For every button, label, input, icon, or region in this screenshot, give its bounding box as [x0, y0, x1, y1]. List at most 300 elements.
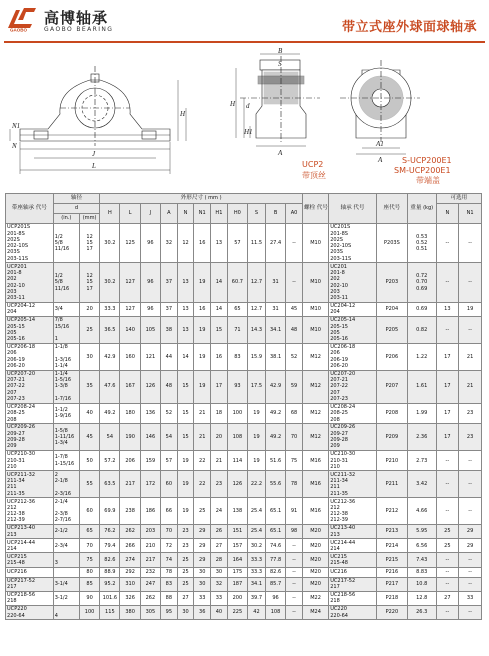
table-cell-B: 77.8 — [265, 553, 285, 567]
table-cell-S: 11.5 — [248, 224, 266, 263]
table-cell-B: 82.6 — [265, 567, 285, 577]
table-row — [6, 591, 482, 605]
table-cell-H1: 15 — [211, 316, 228, 343]
table-cell-bolt: M16 — [302, 471, 328, 498]
col-header-N: N — [177, 204, 194, 224]
table-cell-sN: 17 — [436, 403, 459, 424]
table-row — [6, 403, 482, 424]
table-cell-w: 26.3 — [407, 605, 436, 619]
table-cell-in: 3-1/2 — [53, 591, 79, 605]
table-cell-sN: -- — [436, 567, 459, 577]
table-cell-N1: 25 — [194, 498, 211, 525]
table-cell-A0: -- — [286, 224, 303, 263]
table-cell-sN: 17 — [436, 370, 459, 403]
dim-label: H — [180, 110, 186, 118]
col-header-inch: (in.) — [53, 214, 79, 224]
table-cell-code: UCP212-36 212 212-38 212-39 — [6, 498, 54, 525]
table-cell-mm: 40 — [79, 403, 99, 424]
table-cell-sN: 17 — [436, 424, 459, 451]
table-cell-house: P214 — [376, 539, 407, 553]
table-cell-J: 121 — [140, 343, 160, 370]
table-cell-in: 1-1/8 1-3/16 1-1/4 — [53, 343, 79, 370]
table-cell-A0: -- — [286, 263, 303, 302]
table-cell-H: 88.9 — [100, 567, 120, 577]
table-cell-A0: -- — [286, 591, 303, 605]
dim-label: L — [92, 162, 96, 170]
table-cell-H1: 28 — [211, 553, 228, 567]
caption-sm-ucp: SM-UCP200E1 — [394, 166, 451, 175]
table-cell-S: 33.3 — [248, 567, 266, 577]
table-cell-bolt: M10 — [302, 263, 328, 302]
table-cell-H1: 32 — [211, 577, 228, 591]
table-cell-in: 1-1/4 1-5/16 1-3/8 1-7/16 — [53, 370, 79, 403]
table-cell-N1: 29 — [194, 553, 211, 567]
table-cell-ins: UC210-30 210-31 210 — [329, 450, 377, 471]
table-row — [6, 539, 482, 553]
table-cell-sN: 25 — [436, 539, 459, 553]
table-cell-H: 82.6 — [100, 553, 120, 567]
table-cell-w: 8.83 — [407, 567, 436, 577]
svg-text:GAOBO: GAOBO — [10, 27, 28, 32]
table-row — [6, 525, 482, 539]
table-cell-H: 95.2 — [100, 577, 120, 591]
table-cell-ins: UC204-12 204 — [329, 302, 377, 316]
table-cell-ins: UC209-26 209-27 209-28 209 — [329, 424, 377, 451]
table-cell-N1: 21 — [194, 424, 211, 451]
table-cell-code: UCP208-24 208-25 208 — [6, 403, 54, 424]
table-cell-L: 160 — [120, 343, 140, 370]
table-cell-code: UCP210-30 210-31 210 — [6, 450, 54, 471]
table-cell-L: 262 — [120, 525, 140, 539]
brand-name: 高博轴承 — [44, 9, 109, 27]
table-cell-code: UCP220 220-64 — [6, 605, 54, 619]
table-cell-H0: 138 — [227, 498, 247, 525]
col-header-optional: 可选用 — [436, 194, 482, 204]
table-cell-code: UCP217-52 217 — [6, 577, 54, 591]
table-cell-N1: 19 — [194, 316, 211, 343]
table-cell-A: 48 — [161, 370, 178, 403]
table-cell-sN1: 21 — [459, 343, 482, 370]
table-cell-H: 69.9 — [100, 498, 120, 525]
table-cell-sN: -- — [436, 577, 459, 591]
table-cell-house: P217 — [376, 577, 407, 591]
caption-ucp2-note: 带顶丝 — [302, 171, 326, 180]
table-cell-bolt: M12 — [302, 424, 328, 451]
table-cell-N: 15 — [177, 403, 194, 424]
table-cell-sN: -- — [436, 553, 459, 567]
col-header-housing: 座代号 — [376, 194, 407, 224]
table-cell-A0: 68 — [286, 403, 303, 424]
table-cell-H: 30.2 — [100, 263, 120, 302]
table-cell-ins: UC217-52 217 — [329, 577, 377, 591]
table-cell-N: 25 — [177, 567, 194, 577]
table-cell-in: 1-7/8 1-15/16 — [53, 450, 79, 471]
table-cell-sN1: 21 — [459, 370, 482, 403]
table-cell-S: 42 — [248, 605, 266, 619]
table-cell-A0: 70 — [286, 424, 303, 451]
table-cell-H1: 23 — [211, 471, 228, 498]
table-cell-A: 54 — [161, 424, 178, 451]
table-cell-J: 96 — [140, 263, 160, 302]
col-header-S: S — [248, 204, 266, 224]
table-cell-H0: 157 — [227, 539, 247, 553]
table-cell-L: 310 — [120, 577, 140, 591]
table-cell-in: 1-5/8 1-11/16 1-3/4 — [53, 424, 79, 451]
dim-label: d — [246, 102, 250, 110]
table-cell-H1: 14 — [211, 263, 228, 302]
table-cell-mm: 70 — [79, 539, 99, 553]
table-cell-house: P204 — [376, 302, 407, 316]
table-cell-sN: -- — [436, 498, 459, 525]
table-cell-A0: 48 — [286, 316, 303, 343]
table-cell-w: 1.61 — [407, 370, 436, 403]
table-cell-sN: -- — [436, 605, 459, 619]
table-cell-mm: 65 — [79, 525, 99, 539]
table-cell-sN1: 19 — [459, 302, 482, 316]
table-cell-B: 49.2 — [265, 424, 285, 451]
table-cell-mm: 50 — [79, 450, 99, 471]
table-cell-H0: 187 — [227, 577, 247, 591]
table-cell-sN: 17 — [436, 343, 459, 370]
dim-label: N1 — [12, 122, 21, 130]
table-cell-in: 1-1/2 1-9/16 — [53, 403, 79, 424]
table-cell-house: P211 — [376, 471, 407, 498]
table-cell-bolt: M12 — [302, 370, 328, 403]
table-cell-w: 7.43 — [407, 553, 436, 567]
table-cell-L: 217 — [120, 471, 140, 498]
table-cell-H1: 27 — [211, 539, 228, 553]
table-cell-bolt: M10 — [302, 316, 328, 343]
table-cell-mm: 12 15 17 — [79, 224, 99, 263]
table-cell-J: 96 — [140, 224, 160, 263]
table-cell-H1: 21 — [211, 450, 228, 471]
table-cell-N: 23 — [177, 525, 194, 539]
table-cell-A0: 75 — [286, 450, 303, 471]
table-cell-code: UCP213-40 213 — [6, 525, 54, 539]
table-cell-H1: 24 — [211, 498, 228, 525]
table-cell-sN1: 23 — [459, 424, 482, 451]
table-cell-house: P216 — [376, 567, 407, 577]
table-cell-A: 37 — [161, 302, 178, 316]
table-cell-J: 96 — [140, 302, 160, 316]
table-cell-J: 159 — [140, 450, 160, 471]
table-cell-H: 49.2 — [100, 403, 120, 424]
table-cell-J: 305 — [140, 605, 160, 619]
table-cell-house: P215 — [376, 553, 407, 567]
col-header-mm: (mm) — [79, 214, 99, 224]
col-header-L: L — [120, 204, 140, 224]
table-cell-H: 63.5 — [100, 471, 120, 498]
table-cell-N1: 29 — [194, 525, 211, 539]
table-cell-H0: 71 — [227, 316, 247, 343]
table-cell-ins: UC205-14 205-15 205 205-16 — [329, 316, 377, 343]
table-cell-ins: UC201 201-8 202 202-10 203 203-11 — [329, 263, 377, 302]
table-cell-house: P210 — [376, 450, 407, 471]
table-cell-ins: UC220 220-64 — [329, 605, 377, 619]
table-cell-H0: 114 — [227, 450, 247, 471]
table-cell-sN: 25 — [436, 525, 459, 539]
table-cell-L: 380 — [120, 605, 140, 619]
table-cell-w: 1.99 — [407, 403, 436, 424]
table-cell-J: 247 — [140, 577, 160, 591]
table-cell-H: 36.5 — [100, 316, 120, 343]
dim-label: A1 — [376, 140, 384, 148]
table-row — [6, 263, 482, 302]
table-cell-w: 0.82 — [407, 316, 436, 343]
table-cell-H0: 108 — [227, 424, 247, 451]
table-cell-S: 22.2 — [248, 471, 266, 498]
table-cell-mm: 80 — [79, 567, 99, 577]
table-cell-in: 7/8 15/16 1 — [53, 316, 79, 343]
table-cell-sN1: -- — [459, 224, 482, 263]
table-cell-L: 140 — [120, 316, 140, 343]
table-cell-N: 13 — [177, 316, 194, 343]
table-cell-code: UCP201 201-8 202 202-10 203 203-11 — [6, 263, 54, 302]
table-cell-A: 66 — [161, 498, 178, 525]
table-row — [6, 567, 482, 577]
table-cell-mm: 35 — [79, 370, 99, 403]
table-cell-w: 0.72 0.70 0.69 — [407, 263, 436, 302]
table-cell-B: 65.1 — [265, 498, 285, 525]
front-view-drawing — [10, 66, 186, 174]
table-cell-N: 27 — [177, 591, 194, 605]
table-cell-A: 70 — [161, 525, 178, 539]
table-cell-H1: 14 — [211, 302, 228, 316]
table-cell-bolt: M20 — [302, 525, 328, 539]
table-cell-L: 127 — [120, 263, 140, 302]
col-header-B: B — [265, 204, 285, 224]
table-cell-mm: 45 — [79, 424, 99, 451]
table-cell-code: UCP209-26 209-27 209-28 209 — [6, 424, 54, 451]
table-cell-N: 25 — [177, 553, 194, 567]
table-cell-A0: -- — [286, 605, 303, 619]
table-cell-B: 27.4 — [265, 224, 285, 263]
table-cell-in: 3/4 — [53, 302, 79, 316]
table-cell-H0: 126 — [227, 471, 247, 498]
table-cell-w: 2.36 — [407, 424, 436, 451]
table-cell-B: 55.6 — [265, 471, 285, 498]
table-cell-bolt: M12 — [302, 403, 328, 424]
table-cell-J: 232 — [140, 567, 160, 577]
table-cell-B: 51.6 — [265, 450, 285, 471]
table-cell-B: 34.1 — [265, 316, 285, 343]
table-cell-N: 15 — [177, 370, 194, 403]
table-cell-mm: 75 — [79, 553, 99, 567]
table-cell-bolt: M10 — [302, 224, 328, 263]
table-cell-A: 57 — [161, 450, 178, 471]
table-cell-sN: -- — [436, 263, 459, 302]
table-cell-J: 203 — [140, 525, 160, 539]
table-cell-sN1: 29 — [459, 539, 482, 553]
col-header-weight: 重量 (kg) — [407, 194, 436, 224]
table-cell-bolt: M12 — [302, 343, 328, 370]
table-cell-H: 42.9 — [100, 343, 120, 370]
table-cell-L: 266 — [120, 539, 140, 553]
dim-label: B — [278, 47, 283, 55]
dim-label: H1 — [244, 128, 253, 136]
table-cell-J: 126 — [140, 370, 160, 403]
table-cell-H: 54 — [100, 424, 120, 451]
table-cell-N1: 16 — [194, 302, 211, 316]
table-cell-H: 47.6 — [100, 370, 120, 403]
table-cell-H0: 200 — [227, 591, 247, 605]
table-cell-H0: 65 — [227, 302, 247, 316]
table-cell-H1: 17 — [211, 370, 228, 403]
table-cell-B: 65.1 — [265, 525, 285, 539]
table-cell-N: 13 — [177, 263, 194, 302]
table-cell-A: 32 — [161, 224, 178, 263]
table-cell-H: 30.2 — [100, 224, 120, 263]
table-cell-mm: 20 — [79, 302, 99, 316]
table-cell-H1: 30 — [211, 567, 228, 577]
table-cell-in: 2-1/4 2-3/8 2-7/16 — [53, 498, 79, 525]
table-cell-A0: -- — [286, 567, 303, 577]
table-cell-sN: -- — [436, 224, 459, 263]
table-row — [6, 577, 482, 591]
table-row — [6, 343, 482, 370]
col-header-A: A — [161, 204, 178, 224]
col-header-H0: H0 — [227, 204, 247, 224]
table-cell-H: 101.6 — [100, 591, 120, 605]
table-cell-ins: UC208-24 208-25 208 — [329, 403, 377, 424]
table-cell-ins: UC214-44 214 — [329, 539, 377, 553]
table-row — [6, 224, 482, 263]
table-cell-ins: UC216 — [329, 567, 377, 577]
col-header-bolt: 螺栓 代号 — [302, 194, 328, 224]
caption-ucp2: UCP2 — [302, 160, 324, 169]
table-cell-A0: 59 — [286, 370, 303, 403]
table-cell-A0: -- — [286, 553, 303, 567]
table-cell-sN1: 29 — [459, 525, 482, 539]
table-cell-house: P206 — [376, 343, 407, 370]
table-cell-S: 19 — [248, 424, 266, 451]
col-header-d: d — [53, 204, 100, 214]
table-cell-S: 17.5 — [248, 370, 266, 403]
table-cell-H0: 57 — [227, 224, 247, 263]
table-cell-L: 190 — [120, 424, 140, 451]
table-cell-ins: UC201S 201-8S 202S 202-10S 203S 203-11S — [329, 224, 377, 263]
table-cell-w: 1.22 — [407, 343, 436, 370]
table-cell-H: 76.2 — [100, 525, 120, 539]
table-cell-J: 172 — [140, 471, 160, 498]
table-cell-L: 206 — [120, 450, 140, 471]
table-cell-J: 217 — [140, 553, 160, 567]
table-cell-S: 14.3 — [248, 316, 266, 343]
table-cell-mm: 55 — [79, 471, 99, 498]
table-cell-S: 25.4 — [248, 498, 266, 525]
table-cell-A: 37 — [161, 263, 178, 302]
table-cell-sN1: -- — [459, 605, 482, 619]
table-cell-mm: 60 — [79, 498, 99, 525]
table-cell-H0: 100 — [227, 403, 247, 424]
table-cell-J: 186 — [140, 498, 160, 525]
table-cell-L: 238 — [120, 498, 140, 525]
table-cell-H0: 83 — [227, 343, 247, 370]
table-row — [6, 471, 482, 498]
table-cell-S: 34.1 — [248, 577, 266, 591]
table-cell-A0: 98 — [286, 525, 303, 539]
table-cell-w: 0.53 0.52 0.51 — [407, 224, 436, 263]
table-cell-L: 127 — [120, 302, 140, 316]
table-cell-N: 13 — [177, 302, 194, 316]
table-cell-in — [53, 567, 79, 577]
table-cell-sN: 13 — [436, 302, 459, 316]
table-cell-H1: 16 — [211, 343, 228, 370]
table-cell-A: 52 — [161, 403, 178, 424]
col-header-sel-N1: N1 — [459, 204, 482, 224]
table-cell-code: UCP216 — [6, 567, 54, 577]
table-cell-bolt: M20 — [302, 553, 328, 567]
table-cell-N1: 21 — [194, 403, 211, 424]
table-cell-house: P213 — [376, 525, 407, 539]
table-cell-H: 33.3 — [100, 302, 120, 316]
table-cell-N1: 29 — [194, 539, 211, 553]
table-cell-H0: 151 — [227, 525, 247, 539]
table-cell-N: 15 — [177, 424, 194, 451]
table-cell-ins: UC213-40 213 — [329, 525, 377, 539]
table-cell-sN1: 23 — [459, 403, 482, 424]
table-cell-S: 33.3 — [248, 553, 266, 567]
table-row — [6, 450, 482, 471]
table-row — [6, 424, 482, 451]
table-cell-L: 292 — [120, 567, 140, 577]
brand-name-en: GAOBO BEARING — [44, 26, 114, 33]
table-cell-A0: 45 — [286, 302, 303, 316]
dim-label: H — [230, 100, 236, 108]
table-cell-code: UCP206-18 206 206-19 206-20 — [6, 343, 54, 370]
table-cell-H0: 225 — [227, 605, 247, 619]
table-cell-sN1: -- — [459, 567, 482, 577]
table-cell-A: 95 — [161, 605, 178, 619]
table-cell-w: 12.8 — [407, 591, 436, 605]
table-cell-house: P220 — [376, 605, 407, 619]
col-header-H1: H1 — [211, 204, 228, 224]
table-cell-B: 38.1 — [265, 343, 285, 370]
table-cell-ins: UC211-32 211-34 211 211-35 — [329, 471, 377, 498]
table-cell-w: 5.95 — [407, 525, 436, 539]
table-row — [6, 553, 482, 567]
table-cell-L: 167 — [120, 370, 140, 403]
table-cell-in: 1/2 5/8 11/16 — [53, 224, 79, 263]
table-cell-bolt: M10 — [302, 302, 328, 316]
table-cell-bolt: M22 — [302, 591, 328, 605]
table-cell-sN1: -- — [459, 553, 482, 567]
table-cell-code: UCP204-12 204 — [6, 302, 54, 316]
page-title: 带立式座外球面球轴承 — [341, 20, 477, 35]
table-cell-S: 12.7 — [248, 302, 266, 316]
table-cell-N1: 19 — [194, 343, 211, 370]
table-cell-A: 72 — [161, 539, 178, 553]
table-cell-sN: -- — [436, 471, 459, 498]
table-cell-sN1: -- — [459, 577, 482, 591]
table-cell-L: 274 — [120, 553, 140, 567]
dim-label: S — [278, 60, 282, 68]
col-header-dims: 外形尺寸 ( mm ) — [100, 194, 303, 204]
table-cell-N: 23 — [177, 539, 194, 553]
table-cell-N1: 33 — [194, 591, 211, 605]
table-cell-S: 25.4 — [248, 525, 266, 539]
table-cell-B: 49.2 — [265, 403, 285, 424]
table-cell-B: 42.9 — [265, 370, 285, 403]
header-divider — [4, 41, 485, 43]
col-header-insert: 轴承 代号 — [329, 194, 377, 224]
table-cell-bolt: M20 — [302, 539, 328, 553]
table-cell-N: 19 — [177, 498, 194, 525]
table-cell-sN: -- — [436, 316, 459, 343]
table-cell-H0: 164 — [227, 553, 247, 567]
table-cell-N1: 36 — [194, 605, 211, 619]
table-cell-in: 3-1/4 — [53, 577, 79, 591]
